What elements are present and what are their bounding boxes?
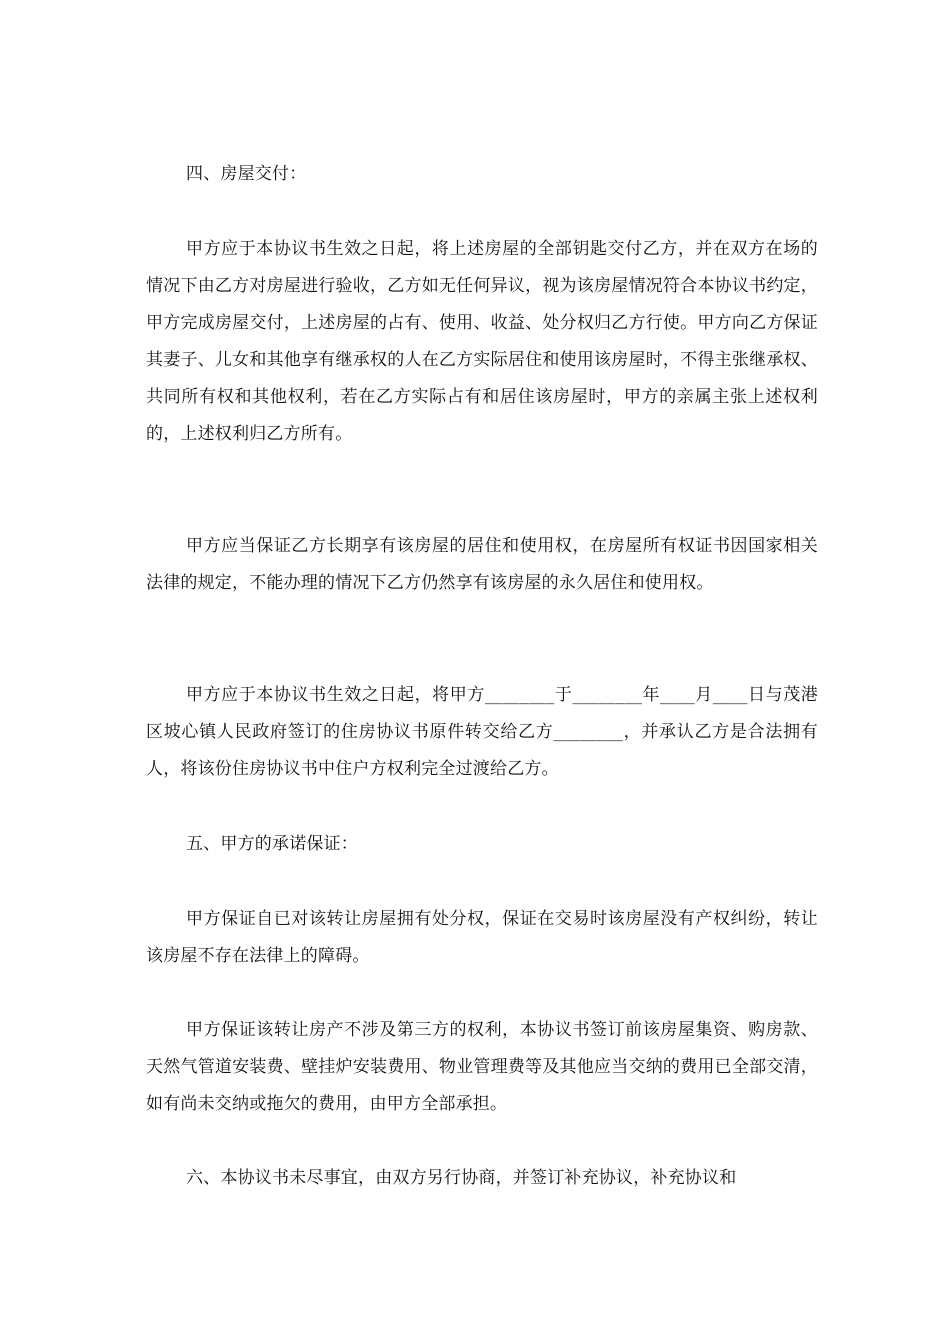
paragraph-delivery-terms: 甲方应于本协议书生效之日起，将上述房屋的全部钥匙交付乙方，并在双方在场的情况下由乙方对房屋进行验收，乙方如无任何异议，视为该房屋情况符合本协议书约定，甲方完成房屋交付，上述房屋的占有、使用、收益、处分权归乙方行使。甲方向乙方保证其妻子、儿女和其他享有继承权的人在乙方实际居住和使用该房屋时，不得主张继承权、共同所有权和其他权利，若在乙方实际占有和居住该房屋时，甲方的亲属主张上述权利的，上述权利归乙方所有。	[146, 239, 818, 444]
section-heading-delivery: 四、房屋交付：	[186, 164, 307, 184]
section-heading-warranties: 五、甲方的承诺保证：	[186, 834, 358, 854]
paragraph-fees-cleared: 甲方保证该转让房产不涉及第三方的权利，本协议书签订前该房屋集资、购房款、天然气管道安装费、壁挂炉安装费用、物业管理费等及其他应当交纳的费用已全部交清，如有尚未交纳或拖欠的费用，由甲方全部承担。	[146, 1020, 818, 1114]
paragraph-residence-rights: 甲方应当保证乙方长期享有该房屋的居住和使用权，在房屋所有权证书因国家相关法律的规定，不能办理的情况下乙方仍然享有该房屋的永久居住和使用权。	[146, 536, 818, 593]
section-heading-supplement: 六、本协议书未尽事宜，由双方另行协商，并签订补充协议，补充协议和	[186, 1168, 737, 1188]
paragraph-agreement-transfer: 甲方应于本协议书生效之日起，将甲方________于________年____月____日与茂港区坡心镇人民政府签订的住房协议书原件转交给乙方________，并承认乙方是合法拥有人，将该份住房协议书中住户方权利完全过渡给乙方。	[146, 685, 818, 779]
paragraph-disposal-right: 甲方保证自已对该转让房屋拥有处分权，保证在交易时该房屋没有产权纠纷，转让该房屋不存在法律上的障碍。	[146, 909, 818, 966]
